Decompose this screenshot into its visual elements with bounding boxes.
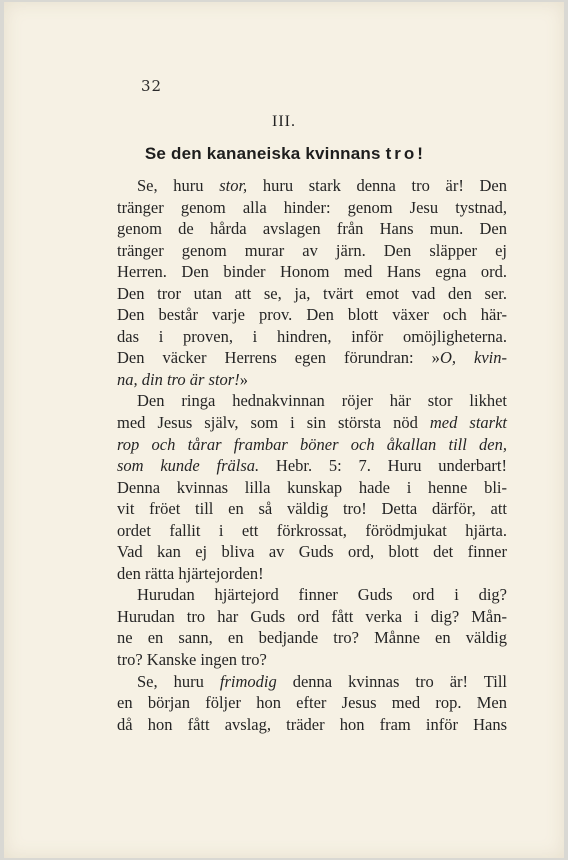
text-segment: då hon fått avslag, träder hon fram inför Hans [117, 714, 507, 734]
text-segment: Vad kan ej bliva av Guds ord, blott det finner [117, 542, 507, 562]
heading-suffix: ! [417, 144, 424, 163]
italic-text: O, kvin- [439, 348, 507, 368]
text-segment: denna kvinnas tro är! Till [276, 671, 507, 691]
italic-text: frimodig [219, 671, 277, 691]
text-segment: Den tror utan att se, ja, tvärt emot vad den ser. [117, 283, 507, 303]
text-segment: vit fröet till en så väldig tro! Detta därför, att [117, 499, 507, 519]
text-segment: Herren. Den binder Honom med Hans egna ord. [117, 262, 507, 282]
text-line [117, 326, 507, 348]
italic-text: stor, [219, 176, 248, 195]
text-line [117, 541, 507, 563]
text-line [117, 347, 507, 369]
text-segment: tränger genom murar av järn. Den släpper ej [117, 240, 507, 260]
text-segment: Hurudan hjärtejord finner Guds ord i dig? [137, 585, 507, 605]
text-segment: Denna kvinnas lilla kunskap hade i henne bli- [117, 477, 507, 497]
text-segment: tränger genom alla hinder: genom Jesu tystnad, [117, 197, 507, 217]
text-line [117, 477, 507, 499]
heading-spaced-word: tro [385, 144, 418, 163]
italic-text: som kunde frälsa. [117, 456, 260, 476]
text-segment: den rätta hjärtejorden! [117, 563, 264, 583]
text-line [117, 175, 507, 197]
page-number: 32 [141, 77, 163, 95]
text-line [117, 498, 507, 520]
text-line [117, 671, 507, 693]
text-line [117, 563, 507, 585]
text-segment: Den ringa hednakvinnan röjer här stor likhet [137, 391, 507, 411]
text-line [117, 390, 507, 412]
text-line [117, 434, 507, 456]
text-line [117, 240, 507, 262]
text-line [117, 304, 507, 326]
text-line [117, 584, 507, 606]
body-text [117, 175, 507, 735]
italic-text: med starkt [429, 413, 507, 433]
text-segment: Se, huru [137, 176, 220, 195]
text-line [117, 261, 507, 283]
text-line [117, 412, 507, 434]
text-line [117, 520, 507, 542]
heading-prefix: Se den kananeiska kvinnans [144, 144, 386, 163]
text-segment: huru stark denna tro är! Den [247, 176, 507, 195]
italic-text: na, din tro är stor! [117, 369, 240, 389]
text-line [117, 218, 507, 240]
text-segment: ordet fallit i ett förkrossat, förödmjukat hjärta. [117, 520, 507, 540]
text-segment: » [239, 369, 248, 389]
text-line [117, 714, 507, 736]
text-line [117, 283, 507, 305]
text-segment: ne en sann, en bedjande tro? Månne en väldig [117, 628, 507, 648]
text-line [117, 627, 507, 649]
text-line [117, 197, 507, 219]
text-line [117, 692, 507, 714]
text-segment: Den väcker Herrens egen förundran: » [117, 348, 440, 368]
text-line [117, 649, 507, 671]
text-segment: Se, huru [137, 671, 220, 691]
text-segment: Den består varje prov. Den blott växer och här- [117, 305, 507, 325]
text-segment: en början följer hon efter Jesus med rop. Men [117, 693, 507, 713]
section-heading [4, 144, 564, 164]
text-segment: tro? Kanske ingen tro? [117, 650, 267, 670]
text-segment: med Jesus själv, som i sin största nöd [117, 413, 430, 433]
italic-text: rop och tårar frambar böner och åkallan till den, [117, 434, 507, 454]
text-line [117, 606, 507, 628]
text-line [117, 369, 507, 391]
text-line [117, 455, 507, 477]
chapter-number: III. [272, 113, 296, 130]
text-segment: Hurudan tro har Guds ord fått verka i dig? Mån- [117, 606, 507, 626]
text-segment: das i proven, i hindren, inför omöjligheterna. [117, 326, 507, 346]
text-segment: Hebr. 5: 7. Huru underbart! [259, 456, 507, 476]
text-segment: genom de hårda avslagen från Hans mun. Den [117, 219, 507, 239]
book-page [4, 2, 564, 858]
